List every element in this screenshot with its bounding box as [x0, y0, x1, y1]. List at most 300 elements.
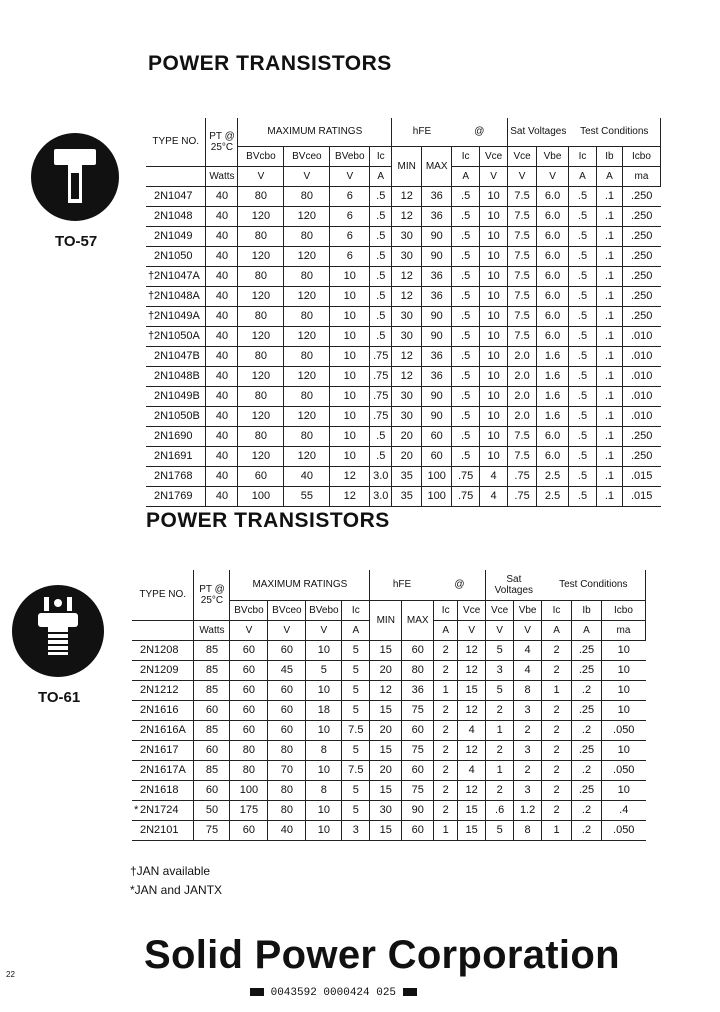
- value-cell: 5: [486, 820, 514, 840]
- value-cell: 6.0: [537, 226, 569, 246]
- value-cell: 8: [514, 680, 542, 700]
- value-cell: 40: [206, 346, 238, 366]
- value-cell: 2: [542, 700, 572, 720]
- value-cell: 10: [306, 720, 342, 740]
- to61-spec-table: [132, 570, 646, 841]
- value-cell: 4: [514, 640, 542, 660]
- value-cell: 10: [330, 266, 370, 286]
- table-row: [146, 486, 661, 506]
- type-cell: [132, 680, 194, 700]
- value-cell: 10: [330, 286, 370, 306]
- value-cell: 60: [194, 740, 230, 760]
- value-cell: .1: [596, 486, 622, 506]
- type-number: 2N1048A: [154, 290, 200, 302]
- type-number: 2N1050B: [154, 410, 200, 422]
- col-bvceo: BVceo: [284, 146, 330, 166]
- value-cell: 10: [480, 246, 508, 266]
- value-cell: 85: [194, 660, 230, 680]
- type-cell: [146, 206, 206, 226]
- value-cell: .5: [569, 486, 597, 506]
- value-cell: .75: [370, 366, 392, 386]
- value-cell: .1: [596, 206, 622, 226]
- type-cell: [146, 486, 206, 506]
- value-cell: 10: [601, 780, 645, 800]
- value-cell: 4: [458, 720, 486, 740]
- value-cell: 6.0: [537, 426, 569, 446]
- footer-block-right: [403, 988, 417, 996]
- footer-block-left: [250, 988, 264, 996]
- col-sat-vbe-2: Vbe: [514, 600, 542, 620]
- value-cell: .015: [622, 486, 660, 506]
- type-cell: [132, 640, 194, 660]
- value-cell: 75: [402, 740, 434, 760]
- unit-hfe-vce: V: [480, 166, 508, 186]
- to57-table-body: [146, 186, 661, 506]
- value-cell: 6.0: [537, 206, 569, 226]
- value-cell: 3.0: [370, 466, 392, 486]
- company-name: Solid Power Corporation: [144, 933, 620, 977]
- value-cell: 12: [458, 640, 486, 660]
- value-cell: 1.6: [537, 366, 569, 386]
- value-cell: 60: [230, 700, 268, 720]
- table-row: [146, 266, 661, 286]
- table-row: [146, 466, 661, 486]
- value-cell: .250: [622, 226, 660, 246]
- value-cell: 1.6: [537, 386, 569, 406]
- value-cell: .6: [486, 800, 514, 820]
- value-cell: 12: [370, 680, 402, 700]
- value-cell: .5: [452, 286, 480, 306]
- table-row: [132, 780, 646, 800]
- value-cell: .5: [569, 466, 597, 486]
- unit-sat-vce-2: V: [486, 620, 514, 640]
- value-cell: 80: [238, 386, 284, 406]
- value-cell: 2: [434, 780, 458, 800]
- type-number: 2N1047: [154, 190, 193, 202]
- note-jan: †JAN available: [130, 864, 211, 878]
- table-row: [146, 186, 661, 206]
- value-cell: 2: [542, 660, 572, 680]
- value-cell: 70: [268, 760, 306, 780]
- value-cell: .250: [622, 306, 660, 326]
- value-cell: 2.0: [508, 406, 537, 426]
- value-cell: 6: [330, 206, 370, 226]
- section1-title: POWER TRANSISTORS: [148, 52, 392, 75]
- value-cell: 80: [284, 266, 330, 286]
- value-cell: 120: [284, 206, 330, 226]
- value-cell: 60: [194, 780, 230, 800]
- value-cell: .5: [370, 206, 392, 226]
- to57-spec-table: [146, 118, 661, 507]
- value-cell: 10: [601, 660, 645, 680]
- type-mark: †: [148, 290, 155, 302]
- unit-pt-2: Watts: [194, 620, 230, 640]
- value-cell: 36: [422, 346, 452, 366]
- value-cell: 15: [370, 820, 402, 840]
- value-cell: 90: [422, 226, 452, 246]
- value-cell: .75: [370, 406, 392, 426]
- value-cell: 90: [422, 406, 452, 426]
- col-ic: Ic: [370, 146, 392, 166]
- value-cell: 120: [238, 286, 284, 306]
- value-cell: .250: [622, 206, 660, 226]
- value-cell: 10: [306, 820, 342, 840]
- value-cell: 80: [238, 426, 284, 446]
- value-cell: 40: [206, 226, 238, 246]
- value-cell: .5: [370, 266, 392, 286]
- type-cell: [146, 346, 206, 366]
- value-cell: 85: [194, 640, 230, 660]
- value-cell: .5: [452, 386, 480, 406]
- value-cell: 10: [480, 386, 508, 406]
- value-cell: 20: [392, 446, 422, 466]
- col-bvcbo: BVcbo: [238, 146, 284, 166]
- value-cell: .5: [569, 206, 597, 226]
- value-cell: 40: [206, 406, 238, 426]
- value-cell: 36: [422, 366, 452, 386]
- value-cell: .5: [569, 226, 597, 246]
- value-cell: .1: [596, 306, 622, 326]
- value-cell: 15: [370, 780, 402, 800]
- value-cell: 3: [486, 660, 514, 680]
- value-cell: .5: [569, 406, 597, 426]
- value-cell: 7.5: [342, 720, 370, 740]
- col-sat-ib: Ib: [596, 146, 622, 166]
- value-cell: .1: [596, 406, 622, 426]
- value-cell: .5: [452, 226, 480, 246]
- value-cell: 5: [486, 680, 514, 700]
- unit-bvceo: V: [284, 166, 330, 186]
- value-cell: .5: [569, 426, 597, 446]
- value-cell: .1: [596, 466, 622, 486]
- col-max-2: MAX: [402, 600, 434, 640]
- value-cell: .5: [370, 426, 392, 446]
- value-cell: 10: [480, 366, 508, 386]
- value-cell: 10: [480, 326, 508, 346]
- value-cell: .1: [596, 386, 622, 406]
- value-cell: .015: [622, 466, 660, 486]
- value-cell: 35: [392, 486, 422, 506]
- value-cell: .5: [569, 446, 597, 466]
- type-cell: [132, 700, 194, 720]
- value-cell: 3.0: [370, 486, 392, 506]
- type-number: 2N1617: [140, 744, 179, 756]
- value-cell: 80: [268, 800, 306, 820]
- value-cell: .250: [622, 286, 660, 306]
- value-cell: 75: [194, 820, 230, 840]
- to61-label: TO-61: [38, 689, 81, 706]
- type-number: 2N1049: [154, 230, 193, 242]
- value-cell: 85: [194, 680, 230, 700]
- value-cell: .5: [452, 366, 480, 386]
- value-cell: 15: [370, 640, 402, 660]
- type-number: 2N1616: [140, 704, 179, 716]
- value-cell: .2: [572, 680, 602, 700]
- value-cell: 80: [268, 740, 306, 760]
- unit-hfe-vce-2: V: [458, 620, 486, 640]
- value-cell: 2: [486, 740, 514, 760]
- table-row: [146, 406, 661, 426]
- value-cell: 5: [342, 640, 370, 660]
- value-cell: 80: [238, 266, 284, 286]
- value-cell: 60: [268, 700, 306, 720]
- value-cell: 5: [306, 660, 342, 680]
- table-row: [132, 700, 646, 720]
- value-cell: .4: [601, 800, 645, 820]
- value-cell: 60: [268, 720, 306, 740]
- value-cell: 10: [480, 206, 508, 226]
- value-cell: 1: [434, 680, 458, 700]
- type-number: 2N1690: [154, 430, 193, 442]
- value-cell: 2: [434, 700, 458, 720]
- value-cell: 80: [268, 780, 306, 800]
- value-cell: 40: [206, 386, 238, 406]
- value-cell: .1: [596, 446, 622, 466]
- value-cell: 40: [206, 186, 238, 206]
- value-cell: .050: [601, 720, 645, 740]
- value-cell: 80: [238, 226, 284, 246]
- value-cell: 60: [402, 820, 434, 840]
- value-cell: 90: [422, 326, 452, 346]
- hfe-header-2: hFE: [370, 570, 434, 600]
- section2-title: POWER TRANSISTORS: [146, 509, 390, 532]
- value-cell: .250: [622, 446, 660, 466]
- value-cell: .1: [596, 246, 622, 266]
- value-cell: 2: [542, 740, 572, 760]
- value-cell: 100: [422, 486, 452, 506]
- value-cell: .75: [452, 466, 480, 486]
- value-cell: 75: [402, 700, 434, 720]
- value-cell: 80: [238, 186, 284, 206]
- value-cell: 90: [422, 386, 452, 406]
- col-icbo-2: Icbo: [601, 600, 645, 620]
- value-cell: 120: [238, 446, 284, 466]
- table-row: [146, 446, 661, 466]
- value-cell: 45: [268, 660, 306, 680]
- value-cell: .5: [569, 386, 597, 406]
- value-cell: 5: [342, 780, 370, 800]
- value-cell: .050: [601, 820, 645, 840]
- value-cell: 10: [480, 186, 508, 206]
- value-cell: .5: [569, 246, 597, 266]
- unit-hfe-ic-2: A: [434, 620, 458, 640]
- value-cell: .1: [596, 266, 622, 286]
- test-conditions-header-2: Test Conditions: [542, 570, 646, 600]
- value-cell: 80: [284, 226, 330, 246]
- col-sat-ic: Ic: [569, 146, 597, 166]
- value-cell: 4: [458, 760, 486, 780]
- sat-voltages-header: Sat Voltages: [508, 118, 569, 146]
- value-cell: 90: [422, 306, 452, 326]
- value-cell: 15: [458, 820, 486, 840]
- unit-ic-2: A: [342, 620, 370, 640]
- value-cell: 10: [480, 426, 508, 446]
- value-cell: 5: [486, 640, 514, 660]
- pt-header: PT @ 25°C: [206, 118, 238, 166]
- value-cell: 90: [422, 246, 452, 266]
- value-cell: 10: [601, 680, 645, 700]
- table-row: [132, 820, 646, 840]
- value-cell: 3: [514, 740, 542, 760]
- value-cell: 2: [434, 640, 458, 660]
- value-cell: 7.5: [508, 446, 537, 466]
- type-number: 2N1691: [154, 450, 193, 462]
- value-cell: 10: [601, 740, 645, 760]
- type-number: 2N1724: [140, 804, 179, 816]
- table-row: [146, 206, 661, 226]
- value-cell: 4: [514, 660, 542, 680]
- value-cell: .5: [569, 326, 597, 346]
- value-cell: 60: [194, 700, 230, 720]
- type-number: 2N1616A: [140, 724, 186, 736]
- value-cell: 7.5: [508, 186, 537, 206]
- value-cell: 12: [392, 186, 422, 206]
- value-cell: 120: [284, 246, 330, 266]
- unit-sat-vce: V: [508, 166, 537, 186]
- type-mark: †: [148, 270, 155, 282]
- type-cell: [132, 720, 194, 740]
- value-cell: 60: [230, 680, 268, 700]
- value-cell: 1: [486, 720, 514, 740]
- value-cell: 80: [284, 306, 330, 326]
- col-icbo: Icbo: [622, 146, 660, 166]
- value-cell: 2: [514, 760, 542, 780]
- value-cell: .5: [370, 186, 392, 206]
- type-cell: [146, 186, 206, 206]
- value-cell: .5: [452, 406, 480, 426]
- value-cell: 10: [330, 306, 370, 326]
- value-cell: .250: [622, 186, 660, 206]
- value-cell: 12: [330, 466, 370, 486]
- value-cell: 6.0: [537, 326, 569, 346]
- value-cell: .75: [370, 346, 392, 366]
- table-row: [146, 286, 661, 306]
- table-row: [146, 246, 661, 266]
- unit-type-2: [132, 620, 194, 640]
- value-cell: .1: [596, 326, 622, 346]
- value-cell: 100: [230, 780, 268, 800]
- value-cell: 20: [370, 720, 402, 740]
- value-cell: 75: [402, 780, 434, 800]
- unit-sat-ic: A: [569, 166, 597, 186]
- value-cell: 6: [330, 186, 370, 206]
- value-cell: 7.5: [508, 326, 537, 346]
- value-cell: 10: [330, 326, 370, 346]
- unit-bvcbo: V: [238, 166, 284, 186]
- value-cell: 2: [434, 740, 458, 760]
- value-cell: 10: [330, 446, 370, 466]
- value-cell: 60: [402, 640, 434, 660]
- value-cell: 1: [486, 760, 514, 780]
- value-cell: 80: [402, 660, 434, 680]
- value-cell: 12: [392, 266, 422, 286]
- table-row: [146, 346, 661, 366]
- unit-type: [146, 166, 206, 186]
- value-cell: 20: [370, 760, 402, 780]
- value-cell: 100: [422, 466, 452, 486]
- table-row: [146, 426, 661, 446]
- value-cell: 8: [306, 740, 342, 760]
- type-mark: †: [148, 310, 155, 322]
- value-cell: 30: [392, 306, 422, 326]
- unit-bvceo-2: V: [268, 620, 306, 640]
- value-cell: 2: [542, 720, 572, 740]
- value-cell: 30: [392, 226, 422, 246]
- type-cell: [146, 446, 206, 466]
- value-cell: 40: [206, 306, 238, 326]
- at-header: @: [452, 118, 508, 146]
- value-cell: 2: [434, 660, 458, 680]
- value-cell: 80: [284, 426, 330, 446]
- value-cell: 40: [268, 820, 306, 840]
- unit-sat-vbe-2: V: [514, 620, 542, 640]
- type-mark: *: [134, 804, 139, 816]
- value-cell: 2: [486, 780, 514, 800]
- unit-pt: Watts: [206, 166, 238, 186]
- value-cell: 6.0: [537, 266, 569, 286]
- value-cell: .5: [569, 346, 597, 366]
- value-cell: 10: [330, 386, 370, 406]
- value-cell: 6: [330, 246, 370, 266]
- table-row: [132, 760, 646, 780]
- type-cell: [132, 760, 194, 780]
- value-cell: 80: [284, 386, 330, 406]
- footer-code-text: 0043592 0000424 025: [270, 987, 397, 999]
- value-cell: 12: [330, 486, 370, 506]
- value-cell: 15: [370, 740, 402, 760]
- value-cell: 15: [370, 700, 402, 720]
- value-cell: 2: [434, 720, 458, 740]
- value-cell: 120: [284, 446, 330, 466]
- value-cell: 2: [434, 800, 458, 820]
- value-cell: 85: [194, 720, 230, 740]
- value-cell: 2.0: [508, 366, 537, 386]
- value-cell: 10: [330, 426, 370, 446]
- type-cell: [146, 426, 206, 446]
- value-cell: 2: [542, 760, 572, 780]
- value-cell: 60: [230, 640, 268, 660]
- type-number: 2N1768: [154, 470, 193, 482]
- value-cell: .010: [622, 386, 660, 406]
- value-cell: 12: [458, 740, 486, 760]
- col-bvebo: BVebo: [330, 146, 370, 166]
- value-cell: .25: [572, 740, 602, 760]
- type-cell: [146, 466, 206, 486]
- value-cell: .010: [622, 406, 660, 426]
- type-number: 2N2101: [140, 824, 179, 836]
- value-cell: 10: [601, 700, 645, 720]
- value-cell: 5: [342, 800, 370, 820]
- to61-table-body: [132, 640, 646, 840]
- type-cell: [146, 326, 206, 346]
- value-cell: 6.0: [537, 446, 569, 466]
- value-cell: 120: [238, 246, 284, 266]
- value-cell: 40: [206, 466, 238, 486]
- type-cell: [132, 820, 194, 840]
- col-ic-2: Ic: [342, 600, 370, 620]
- value-cell: .5: [370, 446, 392, 466]
- value-cell: 1: [542, 820, 572, 840]
- type-number: 2N1209: [140, 664, 179, 676]
- value-cell: .1: [596, 226, 622, 246]
- value-cell: .1: [596, 366, 622, 386]
- value-cell: 3: [514, 700, 542, 720]
- unit-bvebo: V: [330, 166, 370, 186]
- to61-package-icon: [10, 583, 106, 684]
- value-cell: 2.5: [537, 486, 569, 506]
- value-cell: 7.5: [508, 266, 537, 286]
- type-number: 2N1048B: [154, 370, 200, 382]
